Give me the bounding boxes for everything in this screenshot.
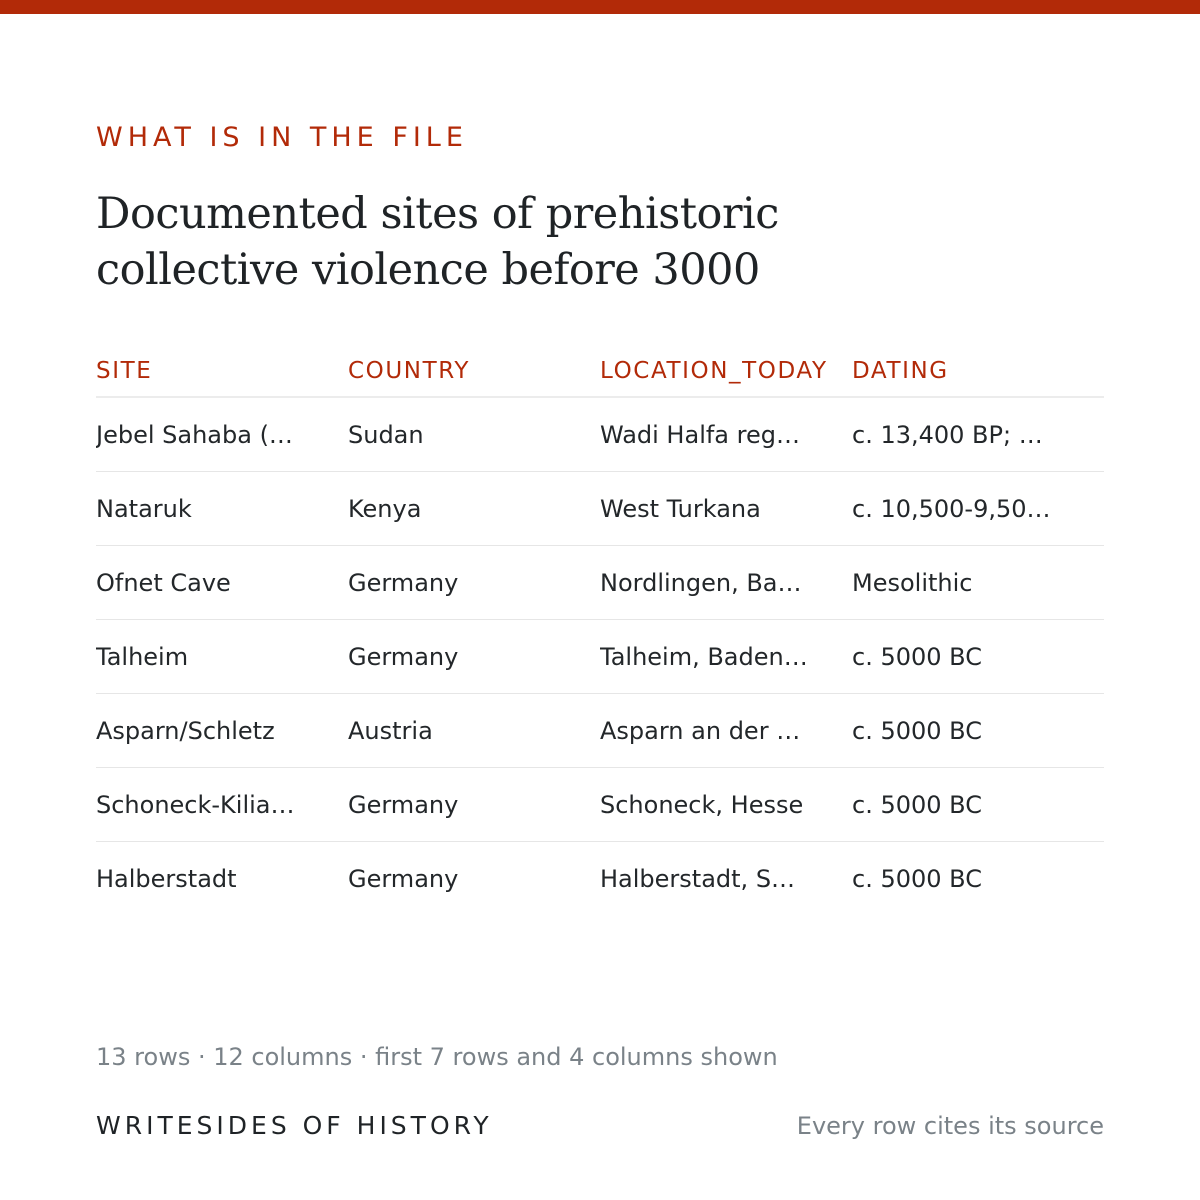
- table-summary: 13 rows · 12 columns · first 7 rows and 4 columns shown: [96, 1043, 778, 1071]
- cell-dating: c. 5000 BC: [852, 864, 982, 893]
- cell-country: Germany: [348, 568, 459, 597]
- cell-country: Austria: [348, 716, 433, 745]
- page-title-line-2: collective violence before 3000: [96, 245, 760, 295]
- table-row: [96, 546, 1104, 620]
- cell-site: Halberstadt: [96, 864, 237, 893]
- cell-country: Kenya: [348, 494, 422, 523]
- cell-country: Sudan: [348, 420, 424, 449]
- cell-location-today: West Turkana: [600, 494, 761, 523]
- table-row: [96, 842, 1104, 915]
- cell-site: Schoneck-Kilia…: [96, 790, 295, 819]
- cell-site: Ofnet Cave: [96, 568, 231, 597]
- table-row: [96, 398, 1104, 472]
- cell-site: Nataruk: [96, 494, 192, 523]
- cell-dating: c. 5000 BC: [852, 790, 982, 819]
- page-title-line-1: Documented sites of prehistoric: [96, 189, 779, 239]
- column-header-site: SITE: [96, 358, 153, 384]
- table-header-row: [96, 350, 1104, 398]
- cell-location-today: Wadi Halfa reg…: [600, 420, 800, 449]
- page-title: [96, 186, 996, 298]
- table-row: [96, 768, 1104, 842]
- cell-location-today: Asparn an der …: [600, 716, 801, 745]
- cell-dating: c. 5000 BC: [852, 716, 982, 745]
- column-header-country: COUNTRY: [348, 358, 471, 384]
- data-table: [96, 350, 1104, 915]
- table-row: [96, 472, 1104, 546]
- cell-country: Germany: [348, 642, 459, 671]
- cell-location-today: Schoneck, Hesse: [600, 790, 804, 819]
- table-row: [96, 620, 1104, 694]
- cell-site: Jebel Sahaba (…: [96, 420, 293, 449]
- tagline: Every row cites its source: [796, 1112, 1104, 1140]
- table-row: [96, 694, 1104, 768]
- brand-name: WRITESIDES OF HISTORY: [96, 1111, 493, 1140]
- cell-site: Asparn/Schletz: [96, 716, 275, 745]
- cell-location-today: Talheim, Baden…: [600, 642, 808, 671]
- column-header-dating: DATING: [852, 358, 949, 384]
- column-header-location-today: LOCATION_TODAY: [600, 358, 828, 384]
- cell-dating: c. 13,400 BP; …: [852, 420, 1043, 449]
- cell-dating: Mesolithic: [852, 568, 973, 597]
- cell-location-today: Nordlingen, Ba…: [600, 568, 802, 597]
- cell-location-today: Halberstadt, S…: [600, 864, 796, 893]
- top-accent-bar: [0, 0, 1200, 14]
- cell-dating: c. 5000 BC: [852, 642, 982, 671]
- cell-country: Germany: [348, 864, 459, 893]
- section-kicker: WHAT IS IN THE FILE: [96, 122, 468, 153]
- cell-country: Germany: [348, 790, 459, 819]
- cell-site: Talheim: [96, 642, 189, 671]
- cell-dating: c. 10,500-9,50…: [852, 494, 1051, 523]
